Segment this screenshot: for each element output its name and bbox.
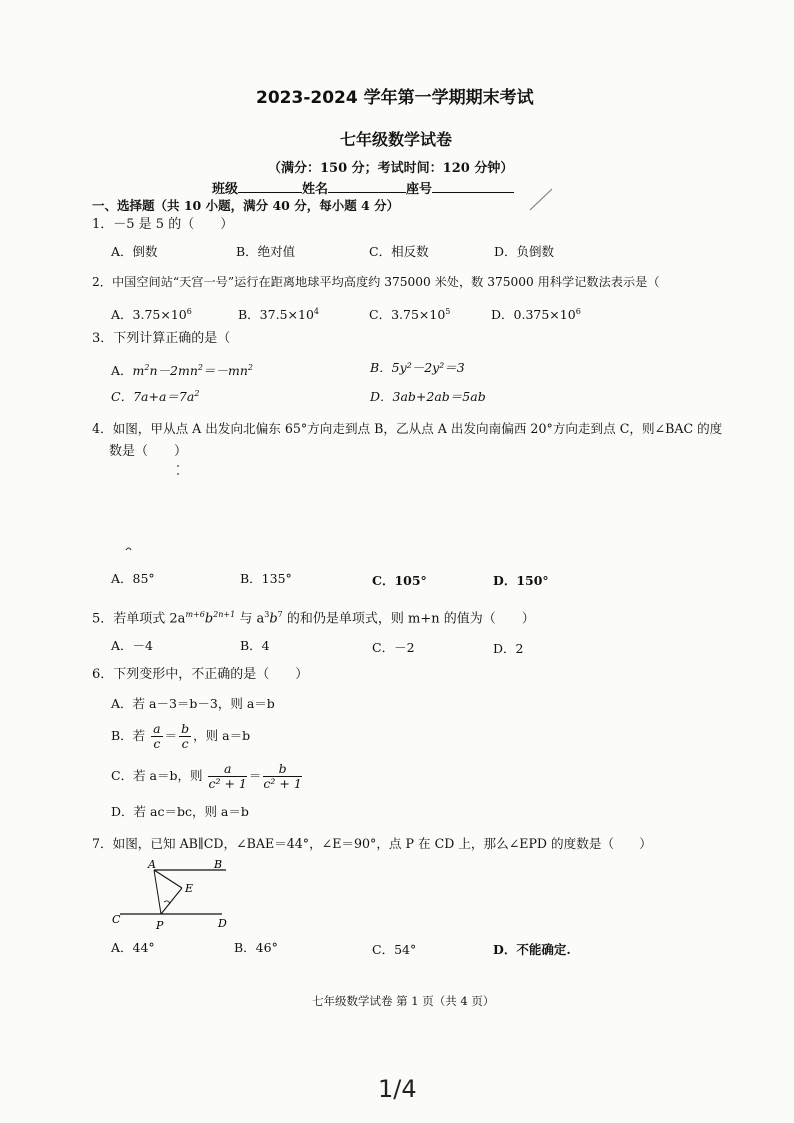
q6-b-fraction-left: $\frac{a}{c}$ (153, 721, 161, 751)
q6-option-d: D．若 ac＝bc，则 a＝b (111, 804, 249, 819)
q7-label-p: P (156, 919, 164, 932)
q3-stem: 3．下列计算正确的是（ (92, 331, 231, 346)
q7-figure (108, 856, 258, 932)
q7-label-c: C (112, 913, 121, 926)
page-footer: 七年级数学试卷 第 1 页（共 4 页） (312, 994, 495, 1008)
q1-option-a: A．倒数 (111, 244, 158, 259)
q1-option-d: D．负倒数 (494, 244, 555, 259)
class-label: 班级 (212, 182, 239, 197)
exam-info: （满分：150 分；考试时间：120 分钟） (268, 161, 514, 176)
q6-c-fraction-left: $\frac{a}{\text{c² + 1}}$ (208, 761, 247, 791)
section-heading: 一、选择题（共 10 小题，满分 40 分，每小题 4 分） (92, 198, 400, 213)
q2-option-b-exp: 4 (313, 307, 319, 316)
q2-option-d: D．$0.375\times 10^6$ (491, 307, 581, 323)
q1-stem: 1．－5 是 5 的（ ） (92, 217, 234, 232)
exam-title: 2023-2024 学年第一学期期末考试 (256, 88, 534, 108)
q7-label-a: A (148, 858, 156, 871)
exam-subtitle: 七年级数学试卷 (340, 130, 453, 149)
q6-c-fraction-right: $\frac{b}{\text{c² + 1}}$ (263, 761, 302, 791)
q7-option-a: A．44° (111, 940, 155, 955)
q7-option-d: D．不能确定. (493, 942, 571, 957)
page-indicator: 1/4 (378, 1075, 417, 1103)
q5-option-c: C．－2 (372, 640, 415, 655)
q2-option-b: B．$37.5\times 10^4$ (238, 307, 319, 323)
name-label: 姓名 (302, 182, 329, 197)
name-blank[interactable] (328, 180, 406, 193)
pen-mark (528, 186, 554, 212)
q2-option-a-exp: 6 (186, 307, 192, 316)
q7-label-d: D (218, 917, 227, 930)
q4-stem-line2: 数是（ ） (109, 444, 188, 459)
q4-figure-remnants (120, 458, 190, 558)
q6-option-c: C．若 a＝b，则 $\frac{a}{\text{c² + 1}}$ ＝ $\frac{b}{\text{c² + 1}}$ (111, 761, 302, 791)
q2-option-c-exp: 5 (445, 307, 451, 316)
q6-option-a: A．若 a－3＝b－3，则 a＝b (111, 696, 275, 711)
q5-option-d: D．2 (493, 641, 524, 656)
q5-option-b: B．4 (240, 638, 270, 653)
q2-stem: 2．中国空间站“天宫一号”运行在距离地球平均高度约 375000 米处，数 375000 用科学记数法表示是（ (92, 275, 660, 289)
q6-stem: 6．下列变形中，不正确的是（ ） (92, 667, 309, 682)
q4-option-b: B．135° (240, 571, 292, 586)
seat-label: 座号 (406, 182, 433, 197)
q5-option-a: A．－4 (111, 638, 153, 653)
q6-b-fraction-right: $\frac{b}{c}$ (181, 721, 190, 751)
q3-option-b: B．5y²－2y²＝3 (370, 360, 465, 375)
q7-stem: 7．如图，已知 AB∥CD，∠BAE＝44°，∠E＝90°，点 P 在 CD 上，那么∠EPD 的度数是（ ） (92, 836, 652, 851)
q4-option-a: A．85° (111, 571, 155, 586)
student-info-row (212, 180, 514, 198)
q3-option-d: D．3ab+2ab＝5ab (370, 389, 486, 404)
q7-option-c: C．54° (372, 942, 417, 957)
q3-option-a: A．$m^2n-2mn^2=-mn^2$ (111, 363, 253, 379)
q7-label-b: B (214, 858, 223, 871)
q2-option-d-exp: 6 (575, 307, 581, 316)
q1-option-c: C．相反数 (369, 244, 429, 259)
q2-option-a: A．$3.75\times 10^6$ (111, 307, 192, 323)
seat-blank[interactable] (432, 180, 514, 193)
q3-option-c: C．$7a+a=7a^2$ (111, 389, 200, 405)
q4-stem-line1: 4．如图，甲从点 A 出发向北偏东 65°方向走到点 B，乙从点 A 出发向南偏西 20°方向走到点 C，则∠BAC 的度 (92, 421, 723, 436)
q5-stem: 5．若单项式 $2a^{m+6}b^{2n+1}$ 与 $a^3b^7$ 的和仍是单项式，则 m+n 的值为（ ） (92, 610, 535, 627)
q7-option-b: B．46° (234, 940, 278, 955)
class-blank[interactable] (238, 180, 302, 193)
q2-option-c: C．$3.75\times 10^5$ (369, 307, 451, 323)
q7-label-e: E (185, 882, 194, 895)
q4-option-c: C．105° (372, 573, 427, 588)
q6-option-b: B．若 $\frac{a}{c}$ ＝ $\frac{b}{c}$ ，则 a＝b (111, 721, 251, 751)
q4-option-d: D．150° (493, 573, 549, 588)
q1-option-b: B．绝对值 (236, 244, 296, 259)
